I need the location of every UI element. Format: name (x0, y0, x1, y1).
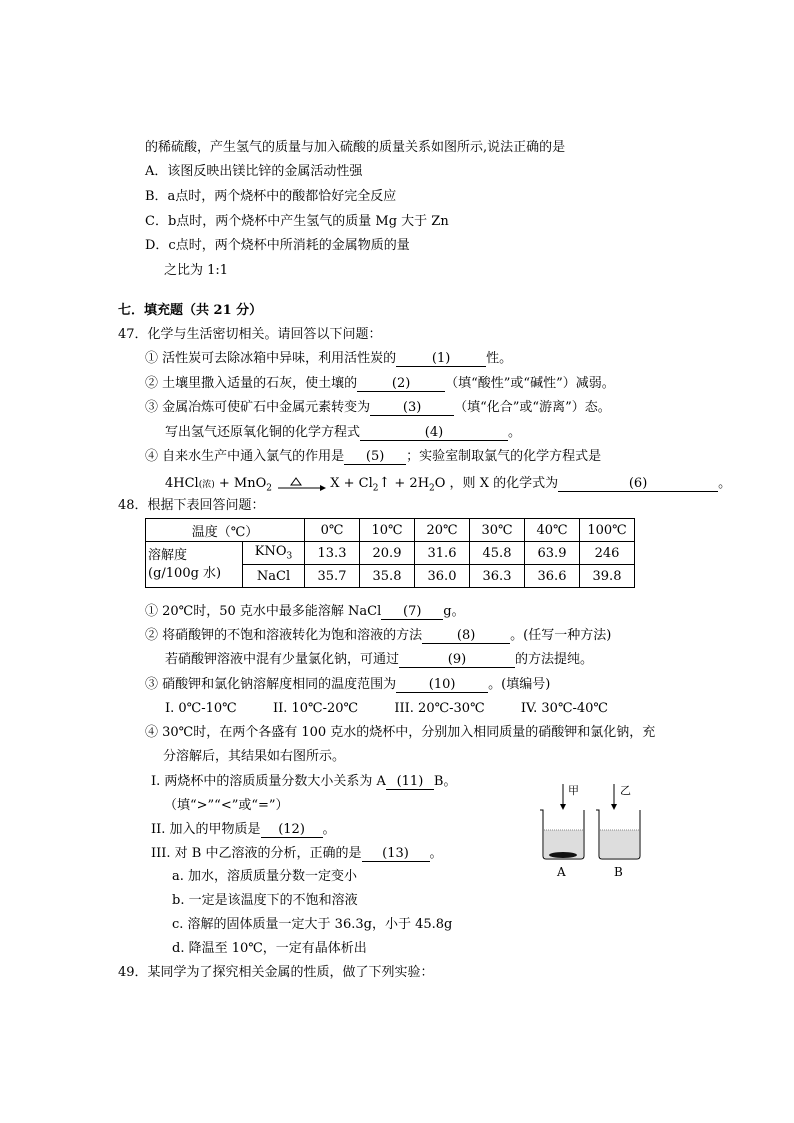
blank-4: (4) (360, 425, 508, 441)
sub3-text: III. 对 B 中乙溶液的分析，正确的是 (151, 846, 362, 861)
q48-item2c-text: 若硝酸钾溶液中混有少量氯化钠，可通过 (165, 652, 400, 667)
table-substance (243, 542, 305, 565)
sub2-tail: 。 (322, 822, 336, 837)
option-b: B．a点时，两个烧杯中的酸都恰好完全反应 (145, 189, 397, 204)
eq-conc: (浓) (198, 480, 215, 490)
q47-item4 (145, 448, 601, 466)
q48-title: 48．根据下表回答问题： (118, 498, 265, 513)
q47-item1-text: ① 活性炭可去除冰箱中异味，利用活性炭的 (145, 351, 397, 366)
table-row-label (146, 542, 243, 588)
eq-hcl: 4HCl (165, 476, 199, 491)
beaker-b (596, 784, 640, 859)
choice-c: c. 溶解的固体质量一定大于 36.3g，小于 45.8g (172, 917, 453, 932)
option-c: C．b点时，两个烧杯中产生氢气的质量 Mg 大于 Zn (145, 214, 449, 229)
table-header-cell: 30℃ (470, 519, 525, 542)
q48-item2-tail: 。(任写一种方法) (510, 628, 612, 643)
q47-item1 (145, 350, 512, 368)
table-header-cell: 10℃ (360, 519, 415, 542)
table-cell: 39.8 (580, 565, 635, 588)
blank-12: (12) (261, 822, 323, 838)
table-header-cell: 100℃ (580, 519, 635, 542)
option-iv: IV. 30℃-40℃ (520, 701, 608, 716)
table-header-cell: 0℃ (305, 519, 360, 542)
beaker-a-label: A (557, 865, 566, 879)
blank-13: (13) (362, 846, 430, 862)
table-cell: 63.9 (525, 542, 580, 565)
beakers-figure (534, 780, 644, 880)
q47-item3-equation (165, 424, 521, 442)
row-label-line2: (g/100g 水) (148, 565, 222, 581)
q47-item3c-tail: 。 (508, 425, 522, 440)
choice-d: d. 降温至 10℃，一定有晶体析出 (172, 941, 367, 956)
table-cell: 31.6 (415, 542, 470, 565)
option-a: A．该图反映出镁比锌的金属活动性强 (145, 164, 363, 179)
sub1-text: I. 两烧杯中的溶质质量分数大小关系为 A (151, 774, 386, 789)
blank-11: (11) (386, 774, 434, 790)
table-cell: 246 (580, 542, 635, 565)
blank-1: (1) (396, 351, 486, 367)
q48-item2c-tail: 的方法提纯。 (515, 652, 594, 667)
eq-h2o: + 2H (390, 476, 430, 491)
table-header-temp: 温度（℃） (146, 519, 305, 542)
q47-item3-tail: （填“化合”或“游离”）态。 (454, 400, 611, 415)
sub-question-1-hint: （填“>”“<”或“=”） (164, 798, 289, 813)
eq-x-cl2: X + Cl (330, 476, 373, 491)
table-row (146, 542, 635, 565)
solubility-table (145, 518, 635, 588)
sub-question-1 (151, 773, 456, 791)
temperature-options (165, 700, 608, 718)
eq-end: 。 (718, 476, 732, 491)
q47-item1-tail: 性。 (486, 351, 513, 366)
q48-item4-line2: 分溶解后，其结果如右图所示。 (163, 749, 346, 764)
blank-3: (3) (370, 400, 454, 416)
blank-10: (10) (396, 677, 488, 693)
q48-item2-text: ② 将硝酸钾的不饱和溶液转化为饱和溶液的方法 (145, 628, 423, 643)
q48-item3-text: ③ 硝酸钾和氯化钠溶解度相同的温度范围为 (145, 677, 397, 692)
table-header-cell: 40℃ (525, 519, 580, 542)
q49-title: 49．某同学为了探究相关金属的性质，做了下列实验： (118, 965, 434, 980)
blank-9: (9) (399, 652, 515, 668)
sub-question-3 (151, 845, 443, 863)
table-cell: 20.9 (360, 542, 415, 565)
blank-5: (5) (344, 449, 406, 465)
q48-item1 (145, 603, 465, 621)
q47-item3 (145, 399, 611, 417)
substance-kno3-sub: 3 (286, 551, 293, 562)
option-iii: III. 20℃-30℃ (394, 701, 485, 716)
blank-8: (8) (422, 628, 510, 644)
q48-item2-continued (165, 651, 593, 669)
q47-item3c-text: 写出氢气还原氧化铜的化学方程式 (165, 425, 361, 440)
q48-item2 (145, 627, 611, 645)
blank-2: (2) (357, 376, 445, 392)
table-substance: NaCl (243, 565, 305, 588)
option-ii: II. 10℃-20℃ (272, 701, 359, 716)
heat-arrow-icon (276, 476, 326, 492)
table-cell: 36.3 (470, 565, 525, 588)
sub3-tail: 。 (429, 846, 443, 861)
blank-7: (7) (381, 604, 443, 620)
section-heading: 七．填充题（共 21 分） (118, 303, 263, 318)
choice-b: b. 一定是该温度下的不饱和溶液 (172, 893, 358, 908)
blank-6: (6) (558, 476, 718, 492)
table-header-row (146, 519, 635, 542)
table-cell: 35.8 (360, 565, 415, 588)
row-label-line1: 溶解度 (148, 547, 188, 563)
q48-item4-line1: ④ 30℃时，在两个各盛有 100 克水的烧杯中，分别加入相同质量的硝酸钾和氯化钠，充 (145, 725, 656, 740)
table-header-cell: 20℃ (415, 519, 470, 542)
option-d: D．c点时，两个烧杯中所消耗的金属物质的量 (145, 238, 410, 253)
q48-item3 (145, 676, 550, 694)
choice-a: a. 加水，溶质质量分数一定变小 (172, 869, 358, 884)
q47-title: 47．化学与生活密切相关。请回答以下问题： (118, 327, 382, 342)
beaker-a (540, 784, 584, 859)
beaker-b-substance: 乙 (620, 784, 631, 797)
q47-item3-text: ③ 金属冶炼可使矿石中金属元素转变为 (145, 400, 371, 415)
chemical-equation: 4HCl(浓) + MnO$_2$ $X + Cl_2↑ + 2H_2O$ ，则 X 的化学式为 (6) 。 (165, 475, 732, 494)
eq-question: O ，则 X 的化学式为 (434, 476, 559, 491)
q47-item4-tail: ；实验室制取氯气的化学方程式是 (406, 449, 602, 464)
beaker-a-substance: 甲 (568, 784, 579, 797)
q48-item1-text: ① 20℃时，50 克水中最多能溶解 NaCl (145, 604, 382, 619)
substance-kno3: KNO (254, 544, 287, 560)
option-i: I. 0℃-10℃ (165, 701, 237, 716)
q47-item2-text: ② 土壤里撒入适量的石灰，使土壤的 (145, 376, 358, 391)
q48-item3-tail: 。(填编号) (488, 677, 551, 692)
option-d-continued: 之比为 1:1 (164, 263, 229, 278)
table-cell: 13.3 (305, 542, 360, 565)
sub1-tail: B。 (433, 774, 457, 789)
table-cell: 35.7 (305, 565, 360, 588)
table-cell: 36.0 (415, 565, 470, 588)
sub2-text: II. 加入的甲物质是 (151, 822, 261, 837)
q47-item4-text: ④ 自来水生产中通入氯气的作用是 (145, 449, 345, 464)
beaker-b-label: B (614, 865, 623, 879)
table-cell: 36.6 (525, 565, 580, 588)
q48-item1-tail: g。 (443, 604, 465, 619)
eq-mno2: + MnO (214, 476, 267, 491)
q47-item2-tail: （填“酸性”或“碱性”）减弱。 (445, 376, 615, 391)
q47-item2 (145, 375, 615, 393)
question-stem-continued: 的稀硫酸，产生氢气的质量与加入硫酸的质量关系如图所示,说法正确的是 (145, 140, 566, 155)
sub-question-2 (151, 821, 336, 839)
table-cell: 45.8 (470, 542, 525, 565)
